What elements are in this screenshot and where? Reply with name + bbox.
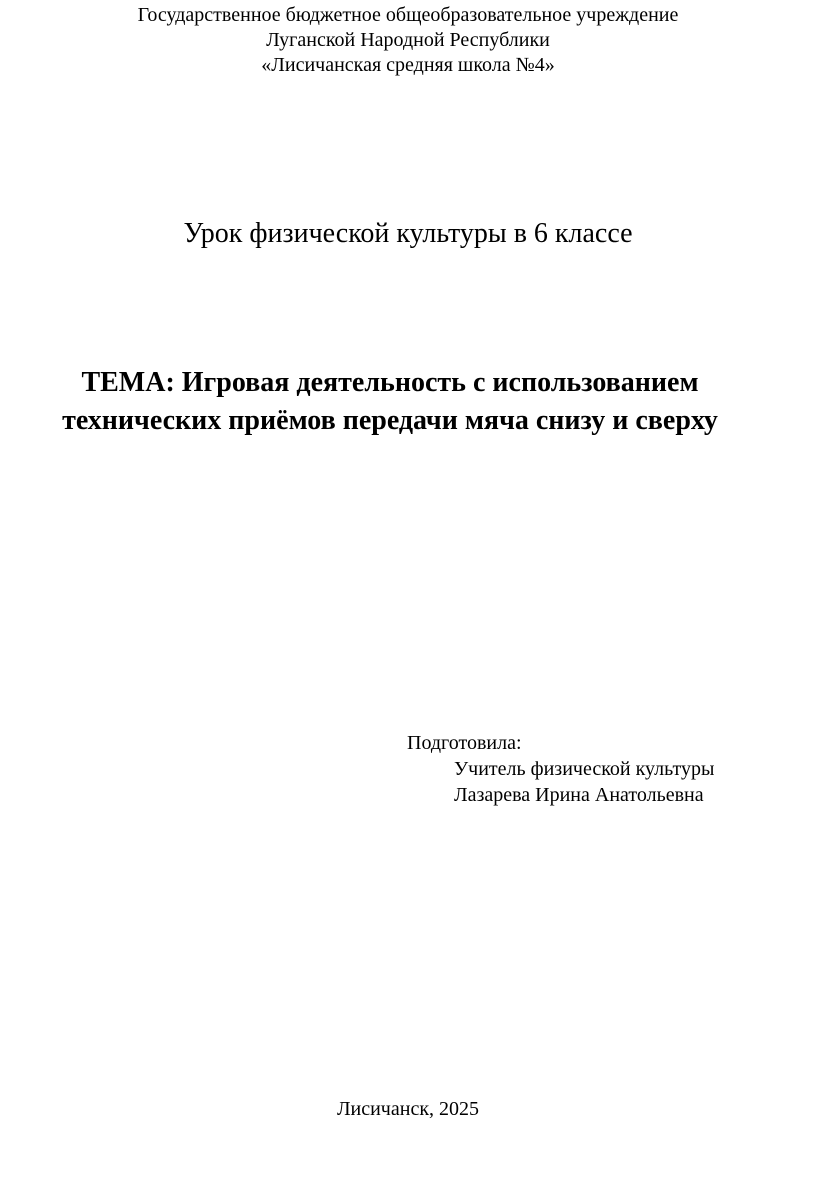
- topic-line-1: ТЕМА: Игровая деятельность с использованием: [81, 367, 699, 398]
- prepared-by-label: Подготовила:: [407, 732, 522, 754]
- author-block: [407, 730, 714, 808]
- lesson-topic: [0, 364, 780, 440]
- lesson-title: Урок физической культуры в 6 классе: [183, 218, 633, 249]
- author-position: Учитель физической культуры: [454, 758, 715, 780]
- topic-line-2: технических приёмов передачи мяча снизу и сверху: [62, 405, 718, 436]
- institution-line-3: «Лисичанская средняя школа №4»: [261, 54, 555, 76]
- institution-line-2: Луганской Народной Республики: [266, 29, 550, 51]
- institution-line-1: Государственное бюджетное общеобразовательное учреждение: [137, 4, 679, 26]
- author-name: Лазарева Ирина Анатольевна: [454, 784, 704, 806]
- place-and-year: Лисичанск, 2025: [336, 1098, 480, 1120]
- institution-header: [0, 3, 816, 78]
